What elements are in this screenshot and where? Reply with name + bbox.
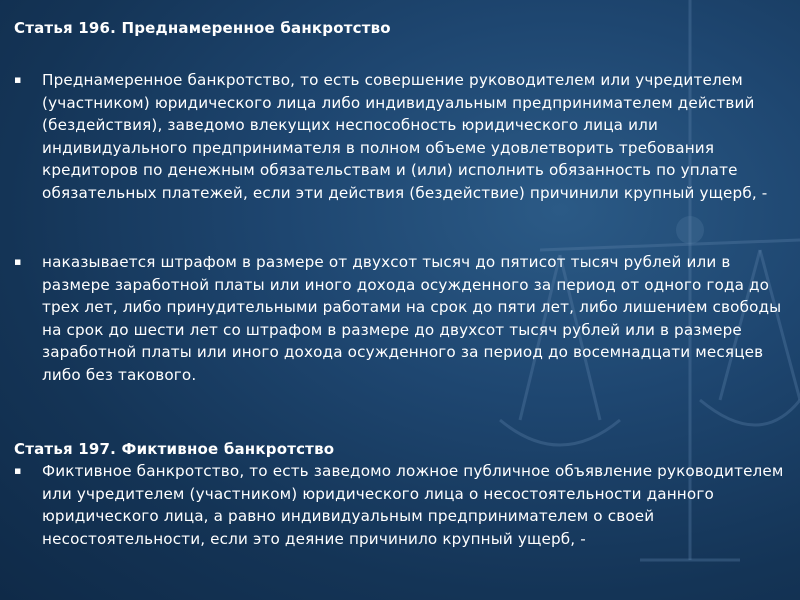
bullet-icon: ▪ — [14, 255, 22, 268]
list-item — [14, 69, 789, 205]
article-197-definition: Фиктивное банкротство, то есть заведомо ложное публичное объявление руководителем или учредителем (участником) юридического лица о несостоятельности данного юридического лица, а равно индивидуальным предпринимателем о своей несостоятельности, если это деяние причинило крупный ущерб, - — [42, 462, 784, 548]
list-item — [14, 251, 789, 387]
list-item — [14, 460, 789, 550]
bullet-icon: ▪ — [14, 464, 22, 477]
article-196-definition: Преднамеренное банкротство, то есть совершение руководителем или учредителем (участником) юридического лица либо индивидуальным предпринимателем действий (бездействия), заведомо влекущих неспособность юридического лица или индивидуального предпринимателя в полном объеме удовлетворить требования кредиторов по денежным обязательствам и (или) исполнить обязанность по уплате обязательных платежей, если эти действия (бездействие) причинили крупный ущерб, - — [42, 71, 768, 202]
article-196-penalty: наказывается штрафом в размере от двухсот тысяч до пятисот тысяч рублей или в размере заработной платы или иного дохода осужденного за период от одного года до трех лет, либо принудительными работами на срок до пяти лет, либо лишением свободы на срок до шести лет со штрафом в размере до двухсот тысяч рублей или в размере заработной платы или иного дохода осужденного за период до восемнадцати месяцев либо без такового. — [42, 253, 782, 384]
article-196-heading: Статья 196. Преднамеренное банкротство — [14, 19, 391, 37]
article-197-heading: Статья 197. Фиктивное банкротство — [14, 440, 335, 458]
bullet-icon: ▪ — [14, 73, 22, 86]
